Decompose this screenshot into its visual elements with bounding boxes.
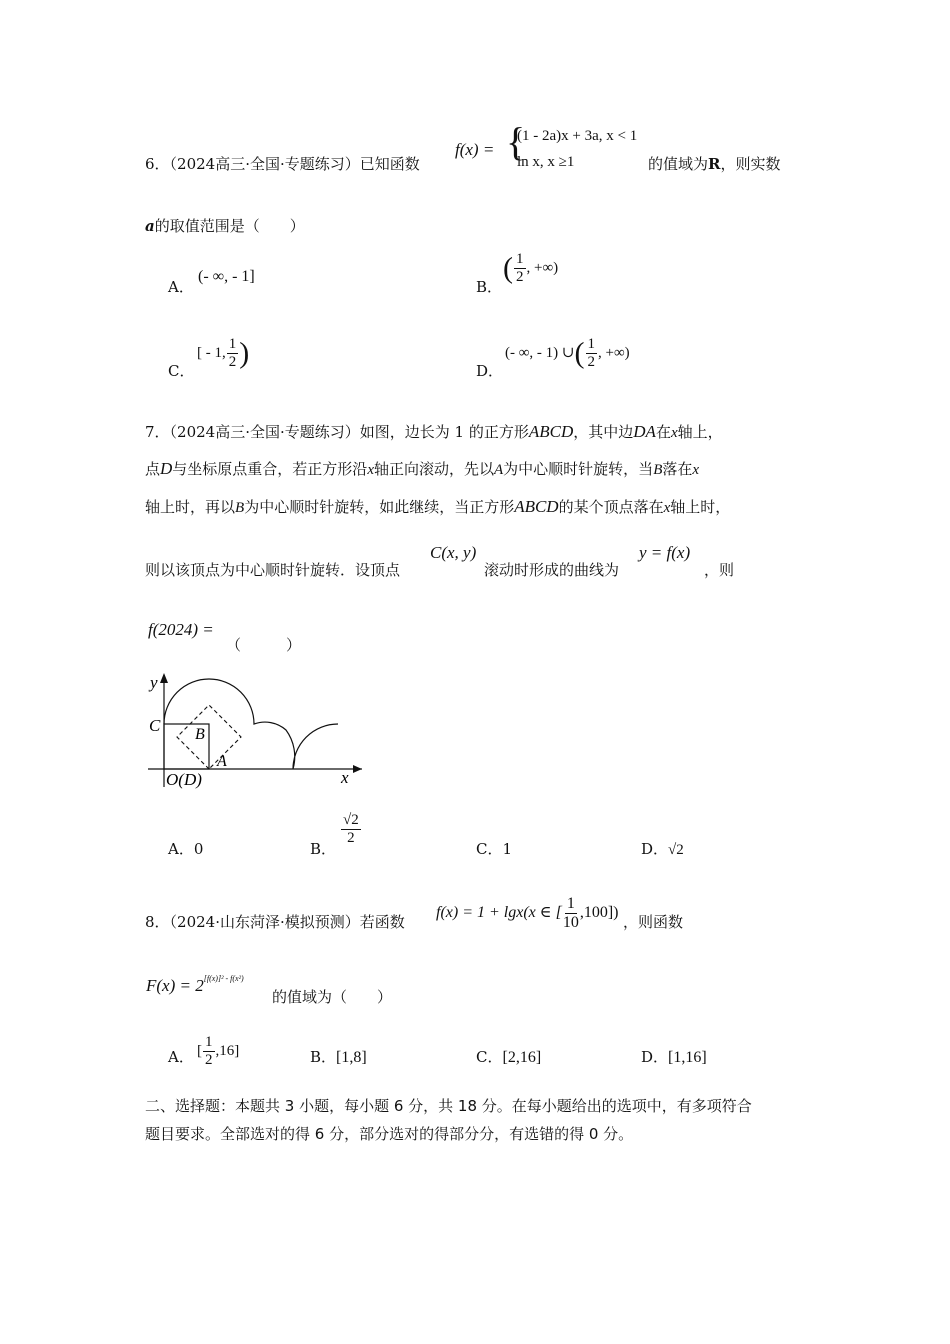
q6-case-1: (1 - 2a)x + 3a, x < 1 <box>517 128 638 144</box>
q8-stem-tail: ，则函数 <box>623 913 684 931</box>
label-y: y <box>150 673 158 692</box>
q7-stem-line3: 轴上时，再以B为中心顺时针旋转，如此继续，当正方形ABCD的某个顶点落在x轴上时， <box>145 497 731 516</box>
q6-stem-tail: 的值域为R，则实数 <box>648 155 781 173</box>
q7-option-d[interactable]: D．√2 <box>641 840 684 858</box>
q7-stem-line2: 点D与坐标原点重合，若正方形沿x轴正向滚动，先以A为中心顺时针旋转，当B落在x <box>145 459 700 478</box>
q6-func-lhs: f(x) = <box>455 140 495 159</box>
q7-point-c: C(x, y) <box>430 543 477 562</box>
q7-figure <box>140 665 370 795</box>
q7-stem-line4: 则以该顶点为中心顺时针旋转．设顶点 <box>145 561 401 579</box>
q7-curve: y = f(x) <box>639 543 691 562</box>
q6-option-d-label[interactable]: D． <box>476 362 504 380</box>
label-b: B <box>195 726 205 743</box>
q7-stem-line1: 7．（2024高三·全国·专题练习）如图，边长为 1 的正方形ABCD，其中边DA在x轴上， <box>145 422 723 441</box>
q8-option-d[interactable]: D．[1,16] <box>641 1048 707 1066</box>
q6-option-a-label[interactable]: A． <box>168 278 194 296</box>
q7-option-a[interactable]: A．0 <box>168 840 204 858</box>
label-a: A <box>217 753 227 770</box>
q6-option-c-label[interactable]: C． <box>168 362 195 380</box>
label-c: C <box>149 716 161 735</box>
y-axis-arrow <box>160 673 168 683</box>
label-x: x <box>341 768 349 787</box>
q8-option-c[interactable]: C．[2,16] <box>476 1048 542 1066</box>
q6-option-b-label[interactable]: B． <box>476 278 503 296</box>
q8-stem: 8．（2024·山东菏泽·模拟预测）若函数 <box>145 913 405 931</box>
q8-F: $F(x) = 2^{[f(x)]^2 - f(x^2)}$ <box>146 974 244 995</box>
q8-func: f(x) = 1 + lgx(x ∈ [ $\frac{1}{10}$ ,100]) <box>436 895 619 931</box>
q6-option-a[interactable]: (- ∞, - 1] <box>198 268 255 285</box>
q8-number: 8． <box>145 913 170 931</box>
q7-number: 7． <box>145 423 170 441</box>
q7-stem-line4b: 滚动时形成的曲线为 <box>484 561 620 579</box>
q8-option-a-label[interactable]: A． <box>168 1048 194 1066</box>
q7-option-b[interactable]: $\frac{√2}{2}$ <box>343 812 359 846</box>
section-2-heading: 二、选择题：本题共 3 小题，每小题 6 分，共 18 分。在每小题给出的选项中，有多项符合 题目要求。全部选对的得 6 分，部分选对的得部分分，有选错的得 0 分。 <box>145 1097 752 1143</box>
q6-option-b[interactable]: ( $\frac{1}{2}$ , +∞) <box>503 251 559 285</box>
q7-blank: （ ） <box>226 636 302 654</box>
q8-option-a[interactable]: [ $\frac{1}{2}$ ,16] <box>197 1034 240 1068</box>
q6-stem-line2: a的取值范围是（ ） <box>145 217 305 235</box>
q6-brace: { <box>506 119 526 164</box>
q7-f2024: f(2024) = <box>148 620 214 639</box>
q6-option-d[interactable]: (- ∞, - 1) ∪( $\frac{1}{2}$ , +∞) <box>505 336 630 370</box>
q7-option-b-label[interactable]: B． <box>310 840 337 858</box>
q6-number: 6． <box>145 155 170 173</box>
q7-option-c[interactable]: C．1 <box>476 840 513 858</box>
q6-case-2: ln x, x ≥1 <box>517 154 575 170</box>
q7-stem-tail: ，则 <box>704 561 735 579</box>
q7-source: （2024高三·全国·专题练习） <box>169 423 360 441</box>
q8-option-b[interactable]: B．[1,8] <box>310 1048 367 1066</box>
q6-source: （2024高三·全国·专题练习） <box>169 155 360 173</box>
q8-stem-line2: 的值域为（ ） <box>272 988 393 1006</box>
q6-option-c[interactable]: [ - 1, $\frac{1}{2}$ ) <box>197 336 250 370</box>
q8-source: （2024·山东菏泽·模拟预测） <box>169 913 360 931</box>
x-axis-arrow <box>353 765 362 773</box>
label-origin: O(D) <box>166 770 202 789</box>
q6-stem: 6．（2024高三·全国·专题练习）已知函数 <box>145 155 420 173</box>
